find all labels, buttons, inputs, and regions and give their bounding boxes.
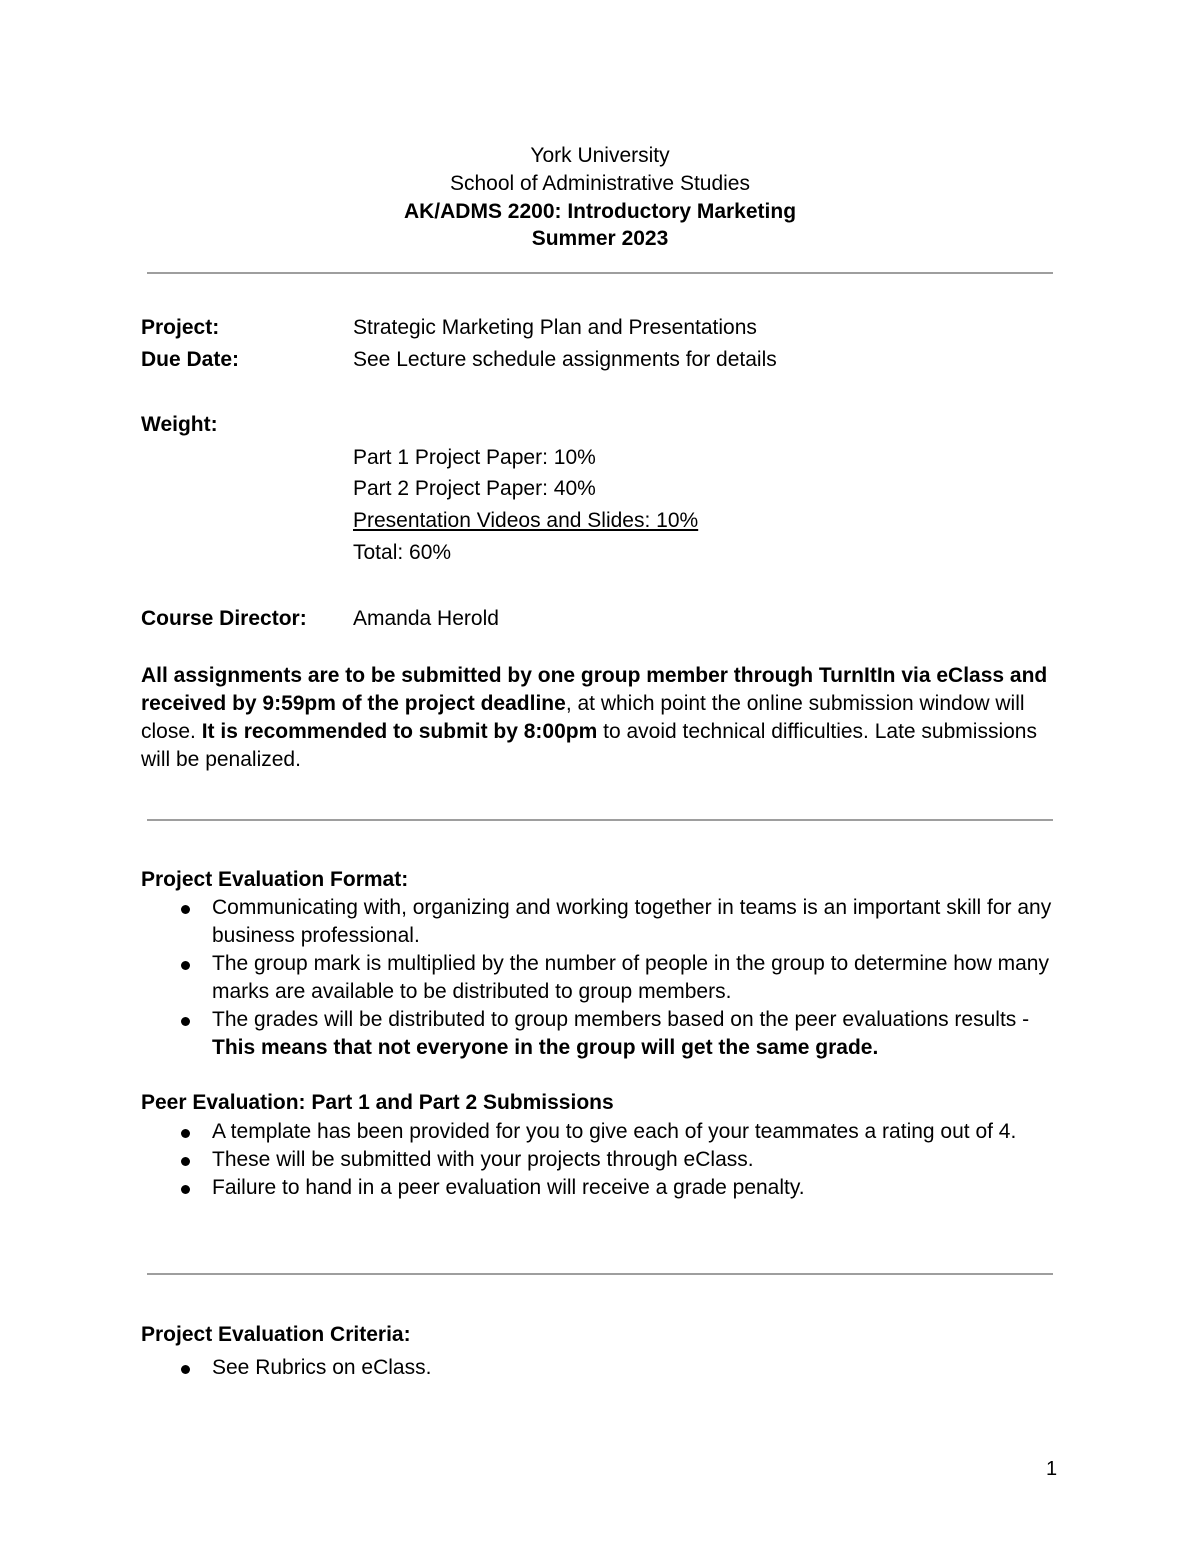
list-item: Failure to hand in a peer evaluation will receive a grade penalty. xyxy=(141,1174,1061,1202)
submission-recommendation: It is recommended to submit by 8:00pm xyxy=(201,720,598,743)
list-item: Communicating with, organizing and working together in teams is an important skill for any business professional. xyxy=(141,894,1061,950)
weight-total: Total: 60% xyxy=(353,541,452,564)
same-grade-warning: This means that not everyone in the group will get the same grade. xyxy=(212,1036,879,1059)
university-name: York University xyxy=(530,144,670,167)
bullet-icon xyxy=(181,1017,190,1026)
due-date-value: See Lecture schedule assignments for details xyxy=(353,348,777,371)
list-item: The group mark is multiplied by the number of people in the group to determine how many marks are available to be distributed to group members. xyxy=(141,950,1061,1006)
divider-2 xyxy=(147,819,1053,821)
list-item: The grades will be distributed to group members based on the peer evaluations results - This means that not everyone in the group will get the same grade. xyxy=(141,1006,1061,1062)
project-value: Strategic Marketing Plan and Presentations xyxy=(353,316,757,339)
project-label: Project: xyxy=(141,316,220,339)
course-director-value: Amanda Herold xyxy=(353,607,499,630)
evaluation-criteria-list xyxy=(141,1354,1061,1382)
peer-evaluation-title: Peer Evaluation: Part 1 and Part 2 Submissions xyxy=(141,1091,614,1114)
weight-item: Part 2 Project Paper: 40% xyxy=(353,477,596,500)
list-item: See Rubrics on eClass. xyxy=(141,1354,1061,1382)
weight-item: Presentation Videos and Slides: 10% xyxy=(353,509,699,532)
bullet-icon xyxy=(181,961,190,970)
course-title: AK/ADMS 2200: Introductory Marketing xyxy=(403,200,797,223)
bullet-icon xyxy=(181,905,190,914)
page-number: 1 xyxy=(1046,1458,1058,1480)
evaluation-format-list xyxy=(141,894,1061,1062)
submission-deadline-text: All assignments are to be submitted by one group member through TurnItIn via eClass and received by 9:59pm of the project deadline xyxy=(141,664,1048,715)
due-date-label: Due Date: xyxy=(141,348,240,371)
bullet-icon xyxy=(181,1185,190,1194)
document-header xyxy=(0,142,1200,252)
evaluation-format-title: Project Evaluation Format: xyxy=(141,868,409,891)
evaluation-criteria-title: Project Evaluation Criteria: xyxy=(141,1323,411,1346)
submission-instructions xyxy=(141,662,1061,774)
bullet-icon xyxy=(181,1157,190,1166)
list-item: These will be submitted with your projects through eClass. xyxy=(141,1146,1061,1174)
weight-label: Weight: xyxy=(141,413,218,436)
school-name: School of Administrative Studies xyxy=(450,172,750,195)
bullet-icon xyxy=(181,1129,190,1138)
submission-late-text: to avoid technical difficulties. Late submissions will be penalized. xyxy=(141,720,1037,771)
divider-3 xyxy=(147,1273,1053,1275)
divider-1 xyxy=(147,272,1053,274)
course-term: Summer 2023 xyxy=(531,227,669,250)
list-item: A template has been provided for you to give each of your teammates a rating out of 4. xyxy=(141,1118,1061,1146)
course-director-label: Course Director: xyxy=(141,607,307,630)
submission-window-text: , at which point the online submission window will close. xyxy=(141,692,1025,743)
weight-item: Part 1 Project Paper: 10% xyxy=(353,446,596,469)
peer-evaluation-list xyxy=(141,1118,1061,1202)
bullet-icon xyxy=(181,1365,190,1374)
